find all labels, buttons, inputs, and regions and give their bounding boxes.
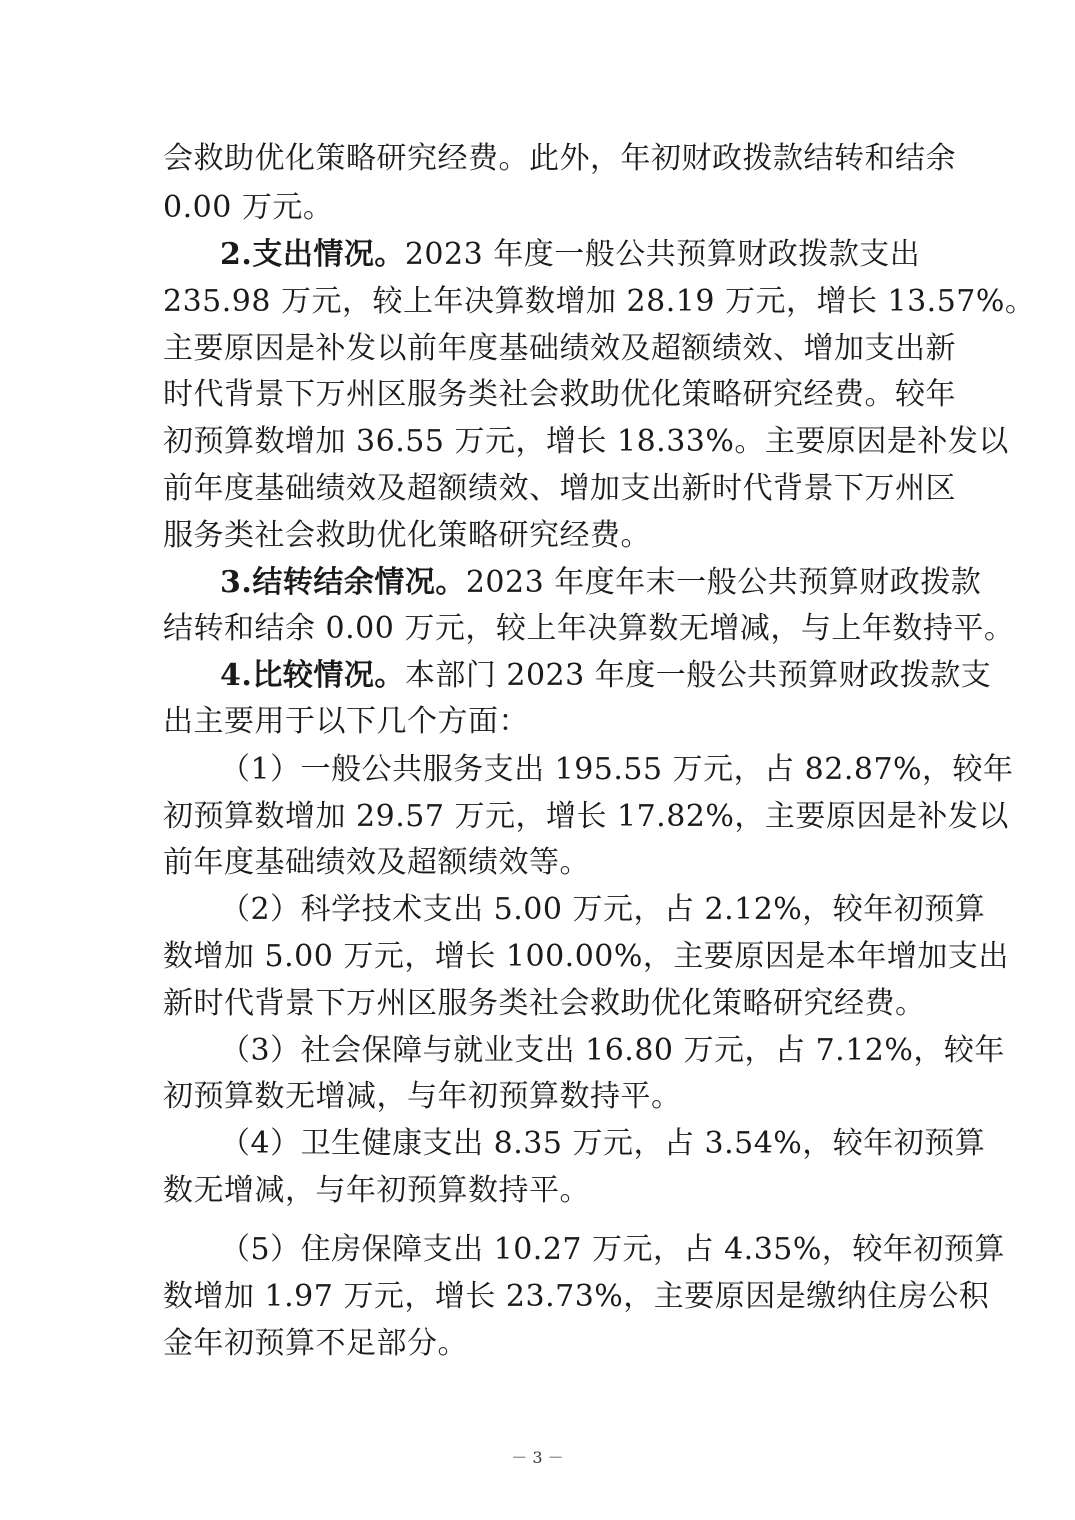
page-number: － 3 －	[511, 1448, 564, 1467]
paragraph-line: （1）一般公共服务支出 195.55 万元，占 82.87%，较年	[220, 752, 1014, 787]
paragraph-line: 初预算数增加 29.57 万元，增长 17.82%，主要原因是补发以	[163, 799, 1009, 834]
paragraph-line: 235.98 万元，较上年决算数增加 28.19 万元，增长 13.57%。	[163, 284, 1036, 319]
section-heading-comparison: 4.比较情况。	[220, 658, 405, 693]
paragraph-line: （2）科学技术支出 5.00 万元，占 2.12%，较年初预算	[220, 892, 986, 927]
paragraph-line	[220, 233, 920, 277]
paragraph-line: 0.00 万元。	[163, 190, 334, 225]
paragraph-line: 初预算数无增减，与年初预算数持平。	[163, 1079, 682, 1114]
paragraph-line: 数增加 5.00 万元，增长 100.00%，主要原因是本年增加支出	[163, 939, 1009, 974]
paragraph-line	[220, 561, 982, 605]
paragraph-line: 前年度基础绩效及超额绩效等。	[163, 845, 590, 880]
paragraph-text: 2023 年度一般公共预算财政拨款支出	[404, 237, 921, 272]
paragraph-line: 数增加 1.97 万元，增长 23.73%，主要原因是缴纳住房公积	[163, 1279, 990, 1314]
paragraph-line: （4）卫生健康支出 8.35 万元，占 3.54%，较年初预算	[220, 1126, 986, 1161]
paragraph-line: （5）住房保障支出 10.27 万元，占 4.35%，较年初预算	[220, 1232, 1005, 1267]
paragraph-line: 服务类社会救助优化策略研究经费。	[163, 518, 651, 553]
paragraph-line: 主要原因是补发以前年度基础绩效及超额绩效、增加支出新	[163, 331, 956, 366]
paragraph-text: 本部门 2023 年度一般公共预算财政拨款支	[404, 658, 992, 693]
paragraph-line: 数无增减，与年初预算数持平。	[163, 1173, 590, 1208]
paragraph-line: 金年初预算不足部分。	[163, 1326, 468, 1361]
paragraph-line: 会救助优化策略研究经费。此外，年初财政拨款结转和结余	[163, 141, 956, 176]
paragraph-line: 结转和结余 0.00 万元，较上年决算数无增减，与上年数持平。	[163, 611, 1015, 646]
paragraph-line	[220, 654, 992, 698]
paragraph-line: 时代背景下万州区服务类社会救助优化策略研究经费。较年	[163, 377, 956, 412]
paragraph-line: 出主要用于以下几个方面：	[163, 704, 529, 739]
section-heading-expenditure: 2.支出情况。	[220, 237, 405, 272]
paragraph-line: 前年度基础绩效及超额绩效、增加支出新时代背景下万州区	[163, 471, 956, 506]
paragraph-text: 2023 年度年末一般公共预算财政拨款	[465, 565, 982, 600]
paragraph-line: 新时代背景下万州区服务类社会救助优化策略研究经费。	[163, 986, 926, 1021]
section-heading-carryover: 3.结转结余情况。	[220, 565, 466, 600]
paragraph-line: 初预算数增加 36.55 万元，增长 18.33%。主要原因是补发以	[163, 424, 1009, 459]
paragraph-line: （3）社会保障与就业支出 16.80 万元，占 7.12%，较年	[220, 1033, 1005, 1068]
